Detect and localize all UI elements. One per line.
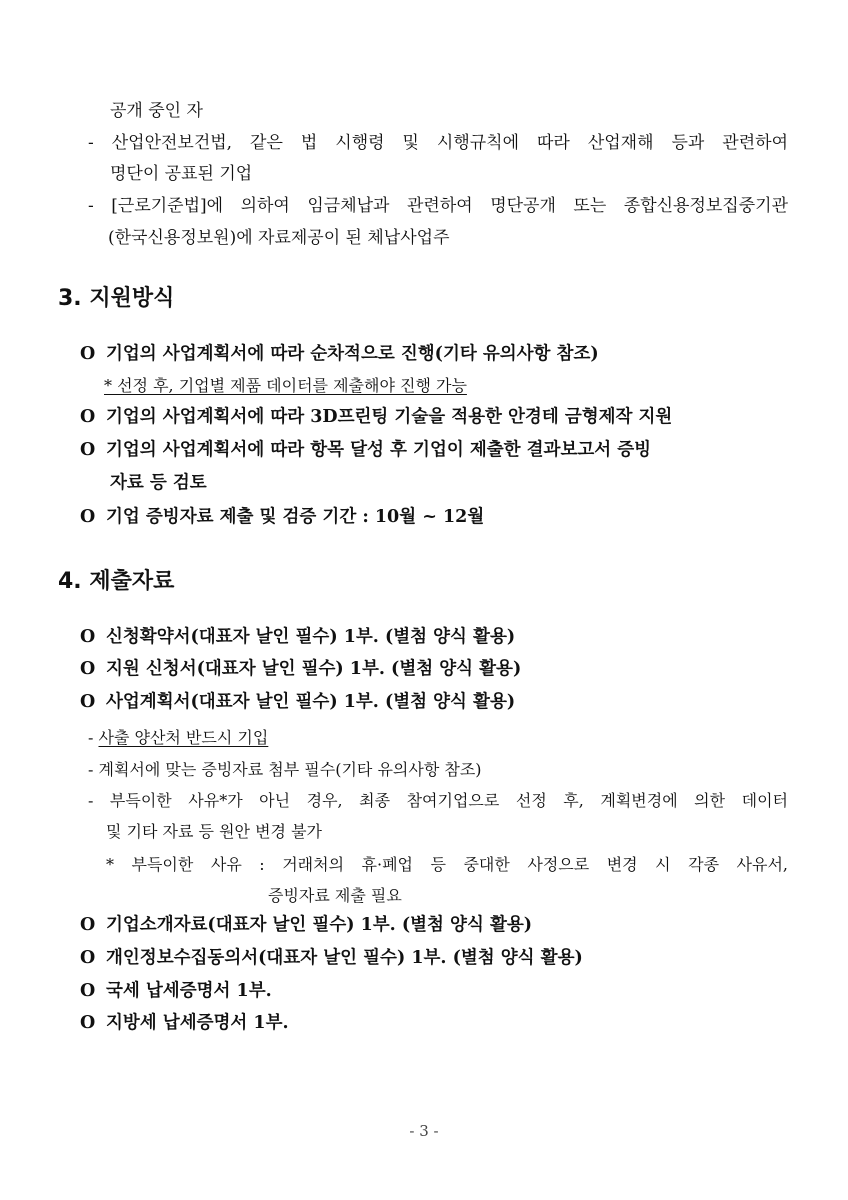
text-line: (한국신용정보원)에 자료제공이 된 체납사업주 [108, 228, 450, 248]
bullet-marker: O [80, 659, 96, 679]
section-heading: 4. 제출자료 [58, 569, 175, 594]
bullet-marker: O [80, 344, 96, 364]
text-line: 명단이 공표된 기업 [110, 164, 253, 184]
note-line-cont: 증빙자료 제출 필요 [268, 886, 402, 905]
bullet-marker: O [80, 915, 96, 935]
bullet-item [80, 438, 651, 462]
bullet-text: 기업 증빙자료 제출 및 검증 기간 : 10월 ~ 12월 [106, 507, 485, 527]
bullet-text: 지원 신청서(대표자 날인 필수) 1부. (별첨 양식 활용) [106, 659, 522, 679]
bullet-text: 지방세 납세증명서 1부. [106, 1013, 289, 1033]
dash-line: - 계획서에 맞는 증빙자료 첨부 필수(기타 유의사항 참조) [88, 760, 482, 779]
note-line: * 부득이한 사유 : 거래처의 휴·폐업 등 중대한 사정으로 변경 시 각종 사유서, [106, 855, 788, 874]
bullet-text: 기업의 사업계획서에 따라 순차적으로 진행(기타 유의사항 참조) [106, 344, 599, 364]
dash-line: - 부득이한 사유*가 아닌 경우, 최종 참여기업으로 선정 후, 계획변경에 의한 데이터 [88, 791, 788, 810]
bullet-item [80, 342, 599, 366]
bullet-marker: O [80, 440, 96, 460]
bullet-item [80, 505, 484, 529]
bullet-marker: O [80, 981, 96, 1001]
bullet-item [80, 690, 515, 714]
bullet-marker: O [80, 507, 96, 527]
dash-marker: - [88, 728, 99, 747]
bullet-item [80, 946, 583, 970]
dash-line-cont: 및 기타 자료 등 원안 변경 불가 [106, 822, 322, 841]
bullet-text: 기업의 사업계획서에 따라 항목 달성 후 기업이 제출한 결과보고서 증빙 [106, 440, 652, 460]
section-heading: 3. 지원방식 [58, 286, 175, 311]
bullet-marker: O [80, 692, 96, 712]
text-line: - 산업안전보건법, 같은 법 시행령 및 시행규칙에 따라 산업재해 등과 관련하여 [88, 133, 788, 153]
bullet-text: 기업의 사업계획서에 따라 3D프린팅 기술을 적용한 안경테 금형제작 지원 [106, 407, 673, 427]
dash-line [88, 726, 268, 750]
bullet-marker: O [80, 407, 96, 427]
note-line: * 선정 후, 기업별 제품 데이터를 제출해야 진행 가능 [104, 376, 467, 395]
bullet-item [80, 657, 521, 681]
bullet-item [80, 625, 515, 649]
bullet-text: 개인정보수집동의서(대표자 날인 필수) 1부. (별첨 양식 활용) [106, 948, 583, 968]
bullet-text: 신청확약서(대표자 날인 필수) 1부. (별첨 양식 활용) [106, 627, 516, 647]
bullet-text: 국세 납세증명서 1부. [106, 981, 272, 1001]
bullet-marker: O [80, 1013, 96, 1033]
bullet-text: 기업소개자료(대표자 날인 필수) 1부. (별첨 양식 활용) [106, 915, 533, 935]
page-number: - 3 - [409, 1122, 439, 1140]
bullet-marker: O [80, 948, 96, 968]
bullet-text: 사업계획서(대표자 날인 필수) 1부. (별첨 양식 활용) [106, 692, 516, 712]
bullet-text-cont: 자료 등 검토 [110, 473, 207, 493]
bullet-marker: O [80, 627, 96, 647]
bullet-item [80, 913, 532, 937]
bullet-item [80, 979, 272, 1003]
bullet-item [80, 1011, 289, 1035]
text-line: 공개 중인 자 [110, 101, 203, 121]
bullet-item [80, 405, 672, 429]
text-line: - [근로기준법]에 의하여 임금체납과 관련하여 명단공개 또는 종합신용정보집중기관 [88, 196, 788, 216]
dash-text: 사출 양산처 반드시 기입 [98, 728, 269, 747]
